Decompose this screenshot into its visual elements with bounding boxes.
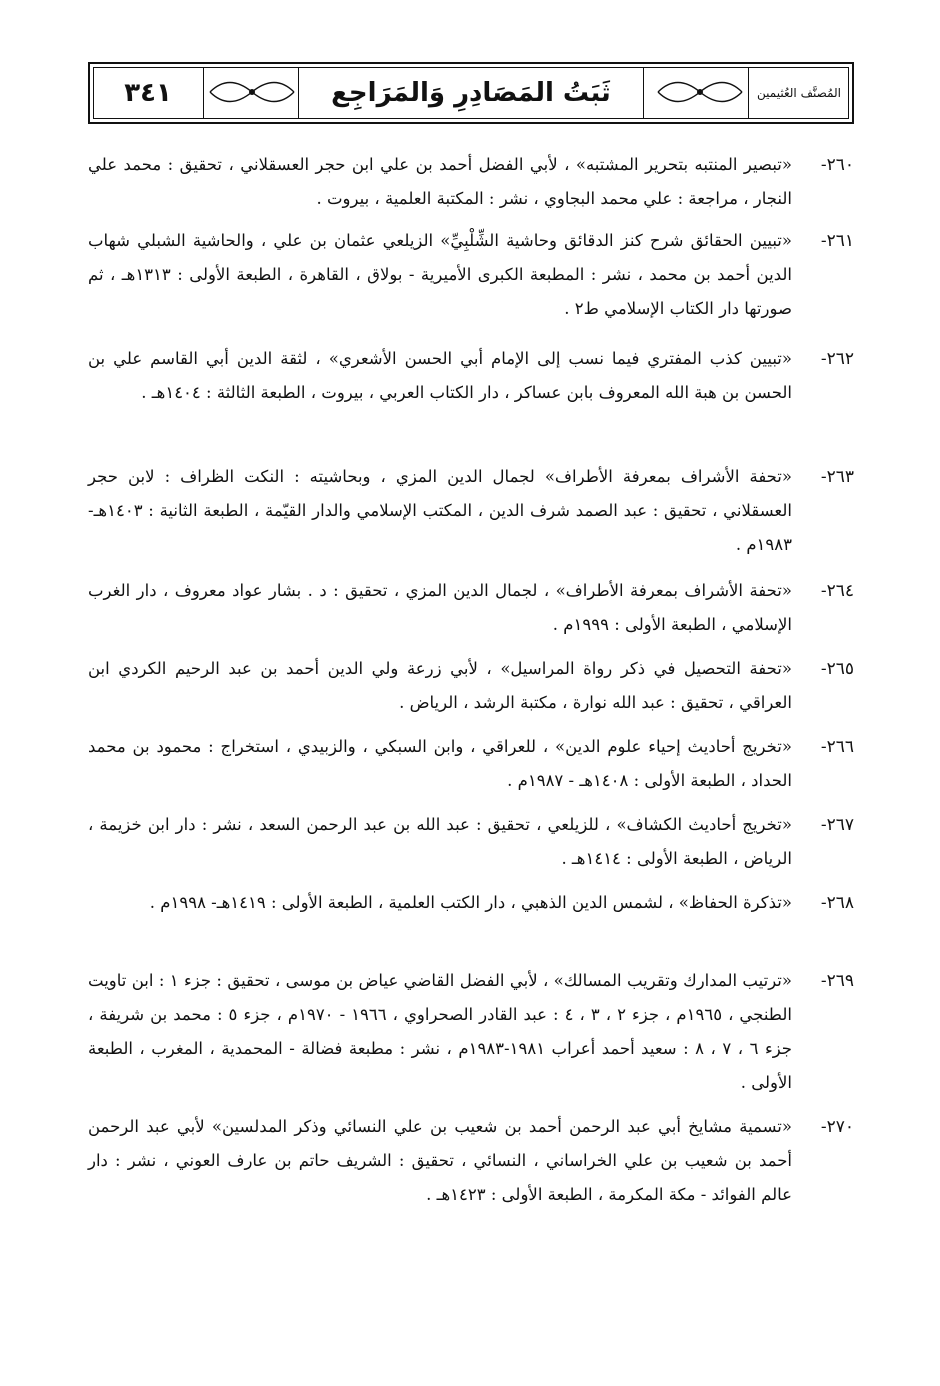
- reference-entry-267: [88, 808, 854, 876]
- entry-text: «تبيين الحقائق شرح كنز الدقائق وحاشية الشِّلْبِيِّ» الزيلعي عثمان بن علي ، والحاشية الشبلي شهاب الدين أحمد بن محمد ، نشر : المطبعة الكبرى الأميرية - بولاق ، القاهرة ، الطبعة الأولى : ١٣١٣هـ ، ثم صورتها دار الكتاب الإسلامي ط٢ .: [88, 231, 792, 318]
- entry-text: «تذكرة الحفاظ» ، لشمس الدين الذهبي ، دار الكتب العلمية ، الطبعة الأولى : ١٤١٩هـ- ١٩٩٨م .: [149, 893, 792, 912]
- page-header: [88, 62, 854, 124]
- reference-entry-268: [88, 886, 854, 954]
- entry-text: «تحفة الأشراف بمعرفة الأطراف» ، لجمال الدين المزي ، تحقيق : د . بشار عواد معروف ، دار الغرب الإسلامي ، الطبعة الأولى : ١٩٩٩م .: [88, 581, 792, 634]
- entry-text: «تخريج أحاديث إحياء علوم الدين» ، للعراقي ، وابن السبكي ، والزبيدي ، استخراج : محمود بن محمد الحداد ، الطبعة الأولى : ١٤٠٨هـ - ١٩٨٧م .: [88, 737, 792, 790]
- entry-text: «تحفة التحصيل في ذكر رواة المراسيل» ، لأبي زرعة ولي الدين أحمد بن عبد الرحيم الكردي ابن العراقي ، تحقيق : عبد الله نوارة ، مكتبة الرشد ، الرياض .: [88, 659, 792, 712]
- page-title: [298, 67, 644, 119]
- entry-number: ٢٦٧-: [820, 815, 854, 835]
- reference-entry-261: [88, 224, 854, 326]
- entry-text: «تحفة الأشراف بمعرفة الأطراف» لجمال الدين المزي ، وبحاشيته : النكت الظراف : لابن حجر العسقلاني ، تحقيق : عبد الصمد شرف الدين ، المكتب الإسلامي والدار القيّمة ، الطبعة الثانية : ١٤٠٣هـ- ١٩٨٣م .: [88, 467, 792, 554]
- entry-text: «تبيين كذب المفتري فيما نسب إلى الإمام أبي الحسن الأشعري» ، لثقة الدين أبي القاسم علي بن الحسن بن هبة الله المعروف بابن عساكر ، دار الكتاب العربي ، بيروت ، الطبعة الثالثة : ١٤٠٤هـ .: [88, 349, 792, 402]
- ornament-right-icon: [654, 67, 746, 117]
- reference-entry-269: [88, 964, 854, 1100]
- reference-entry-263: [88, 460, 854, 562]
- page-title-text: ثَبَتُ المَصَادِرِ وَالمَرَاجِع: [331, 78, 611, 108]
- entry-text: «تبصير المنتبه بتحرير المشتبه» ، لأبي الفضل أحمد بن علي ابن حجر العسقلاني ، تحقيق : محمد علي النجار ، مراجعة : علي محمد البجاوي ، نشر : المكتبة العلمية ، بيروت .: [88, 155, 792, 208]
- references-list: [88, 148, 854, 1212]
- ornament-left-icon: [206, 67, 298, 117]
- page-number: [93, 67, 204, 119]
- publisher-logo-text: المُصنَّف العُثيمين: [757, 86, 841, 100]
- entry-number: ٢٦٣-: [820, 467, 854, 487]
- entry-number: ٢٧٠-: [820, 1117, 854, 1137]
- reference-entry-265: [88, 652, 854, 720]
- reference-entry-264: [88, 574, 854, 642]
- entry-number: ٢٦١-: [820, 231, 854, 251]
- page-number-text: ٣٤١: [124, 78, 172, 108]
- entry-text: «ترتيب المدارك وتقريب المسالك» ، لأبي الفضل القاضي عياض بن موسى ، تحقيق : جزء ١ : ابن تاويت الطنجي ، ١٩٦٥م ، جزء ٢ ، ٣ ، ٤ : عبد القادر الصحراوي ، ١٩٦٦ - ١٩٧٠م ، جزء ٥ : محمد بن شريفة ، جزء ٦ ، ٧ ، ٨ : سعيد أحمد أعراب ١٩٨١-١٩٨٣م ، نشر : مطبعة فضالة - المحمدية ، المغرب ، الطبعة الأولى .: [88, 971, 793, 1092]
- entry-number: ٢٦٦-: [820, 737, 854, 757]
- entry-text: «تخريج أحاديث الكشاف» ، للزيلعي ، تحقيق : عبد الله بن عبد الرحمن السعد ، نشر : دار ابن خزيمة ، الرياض ، الطبعة الأولى : ١٤١٤هـ .: [88, 815, 792, 868]
- reference-entry-270: [88, 1110, 854, 1212]
- entry-number: ٢٦٨-: [820, 893, 854, 913]
- entry-text: «تسمية مشايخ أبي عبد الرحمن أحمد بن شعيب بن علي النسائي وذكر المدلسين» لأبي عبد الرحمن أحمد بن شعيب بن علي الخراساني ، النسائي ، تحقيق : الشريف حاتم بن عارف العوني ، نشر : دار عالم الفوائد - مكة المكرمة ، الطبعة الأولى : ١٤٢٣هـ .: [88, 1117, 792, 1204]
- entry-number: ٢٦٤-: [820, 581, 854, 601]
- reference-entry-266: [88, 730, 854, 798]
- reference-entry-260: [88, 148, 854, 216]
- reference-entry-262: [88, 342, 854, 444]
- entry-number: ٢٦٠-: [820, 155, 854, 175]
- entry-number: ٢٦٢-: [820, 349, 854, 369]
- entry-number: ٢٦٥-: [820, 659, 854, 679]
- entry-number: ٢٦٩-: [820, 971, 854, 991]
- publisher-logo: [748, 67, 849, 119]
